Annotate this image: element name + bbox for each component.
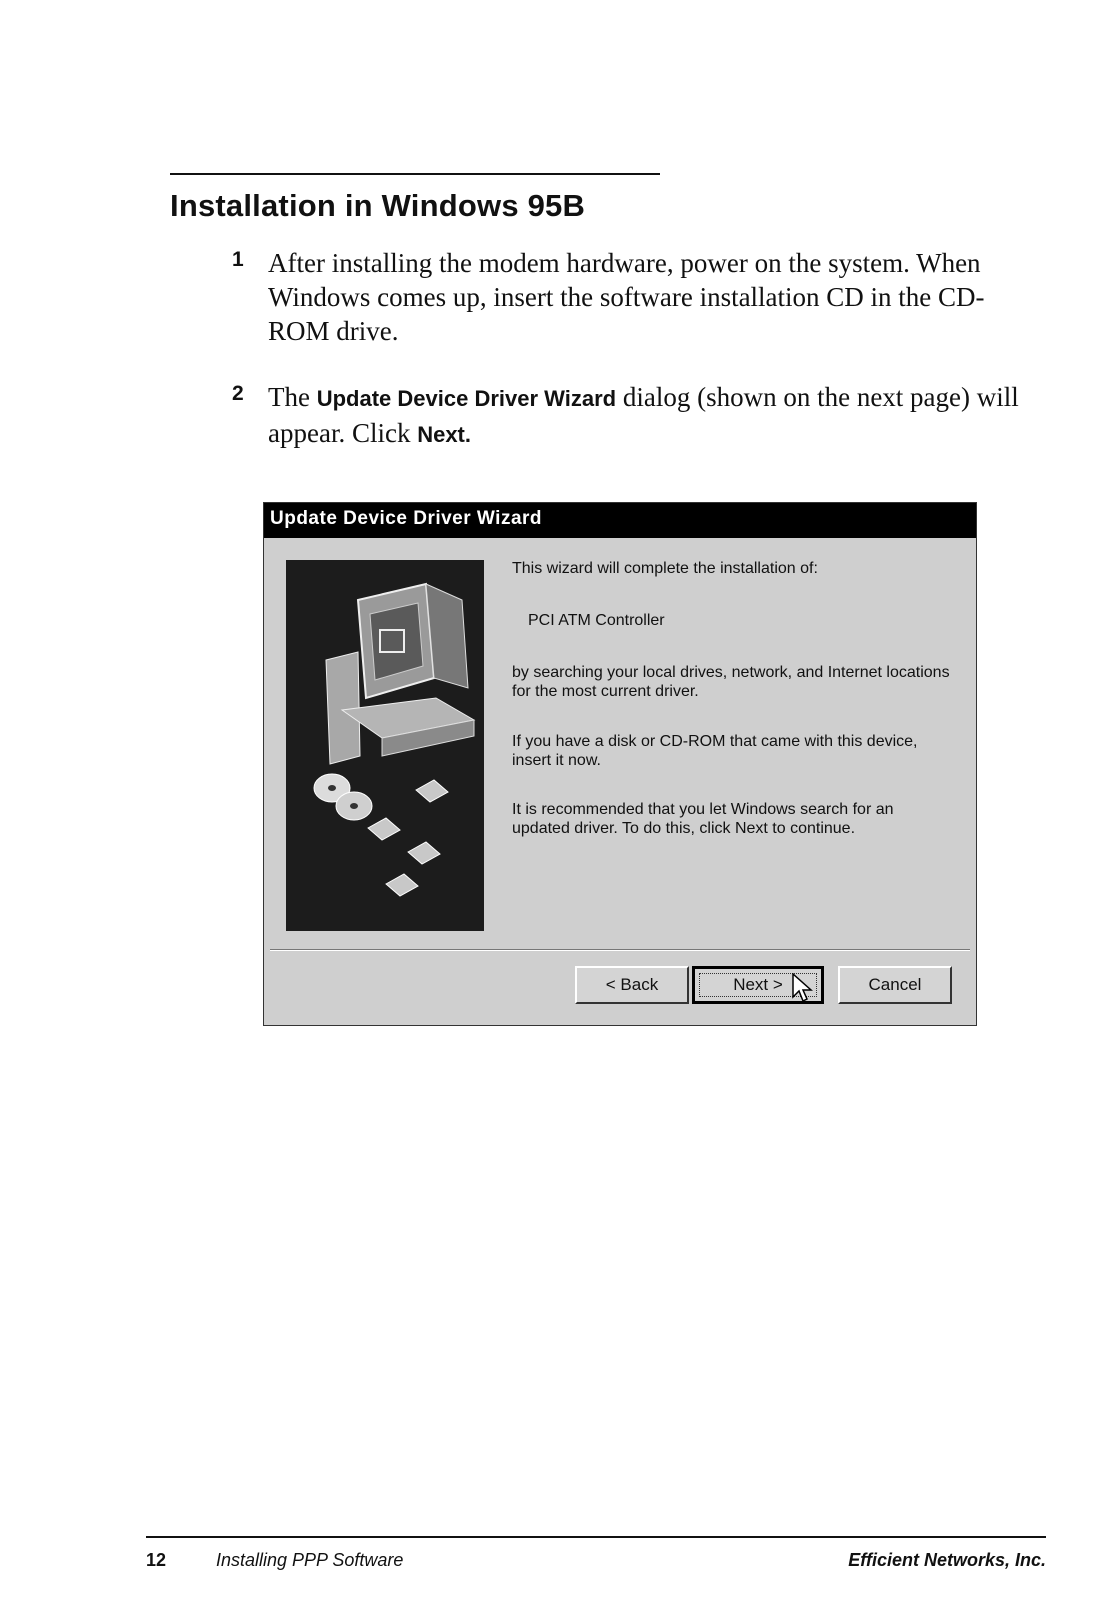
next-action-term: Next. bbox=[417, 422, 471, 447]
cancel-button[interactable] bbox=[838, 966, 952, 1004]
next-button-label: Next > bbox=[733, 975, 783, 994]
footer-company-name: Efficient Networks, Inc. bbox=[848, 1550, 1046, 1570]
step-text-start: The bbox=[268, 382, 317, 412]
disk-instruction: If you have a disk or CD-ROM that came with this device, insert it now. bbox=[512, 733, 918, 769]
computer-and-discs-icon bbox=[286, 560, 484, 931]
recommendation-text: It is recommended that you let Windows search for an updated driver. To do this, click Next to continue. bbox=[512, 801, 894, 837]
cancel-button-label: Cancel bbox=[868, 975, 922, 994]
step-text: After installing the modem hardware, power on the system. When Windows comes up, insert the software installation CD in the CD-ROM drive. bbox=[268, 248, 985, 346]
button-separator bbox=[270, 949, 970, 951]
step-text bbox=[268, 380, 1028, 452]
wizard-side-illustration bbox=[286, 560, 484, 931]
update-driver-wizard-dialog bbox=[263, 502, 977, 1026]
section-title: Installation in Windows 95B bbox=[170, 188, 586, 223]
footer-section-title: Installing PPP Software bbox=[216, 1550, 404, 1570]
dialog-title: Update Device Driver Wizard bbox=[270, 508, 543, 529]
mouse-pointer-icon bbox=[792, 973, 814, 1005]
step-number: 2 bbox=[232, 382, 244, 405]
footer-rule bbox=[146, 1536, 1046, 1538]
step-number: 1 bbox=[232, 248, 244, 271]
back-button[interactable] bbox=[575, 966, 689, 1004]
step-text-middle: dialog (shown on the next page) will appear. Click bbox=[268, 382, 1019, 448]
wizard-name-term: Update Device Driver Wizard bbox=[316, 386, 617, 411]
section-top-rule bbox=[170, 173, 660, 175]
page-number: 12 bbox=[146, 1550, 167, 1570]
dialog-titlebar[interactable] bbox=[264, 503, 976, 538]
search-description: by searching your local drives, network, and Internet locations for the most current driver. bbox=[512, 664, 950, 700]
device-name: PCI ATM Controller bbox=[528, 612, 665, 629]
wizard-intro-text: This wizard will complete the installation of: bbox=[512, 560, 818, 577]
back-button-label: < Back bbox=[605, 975, 659, 994]
